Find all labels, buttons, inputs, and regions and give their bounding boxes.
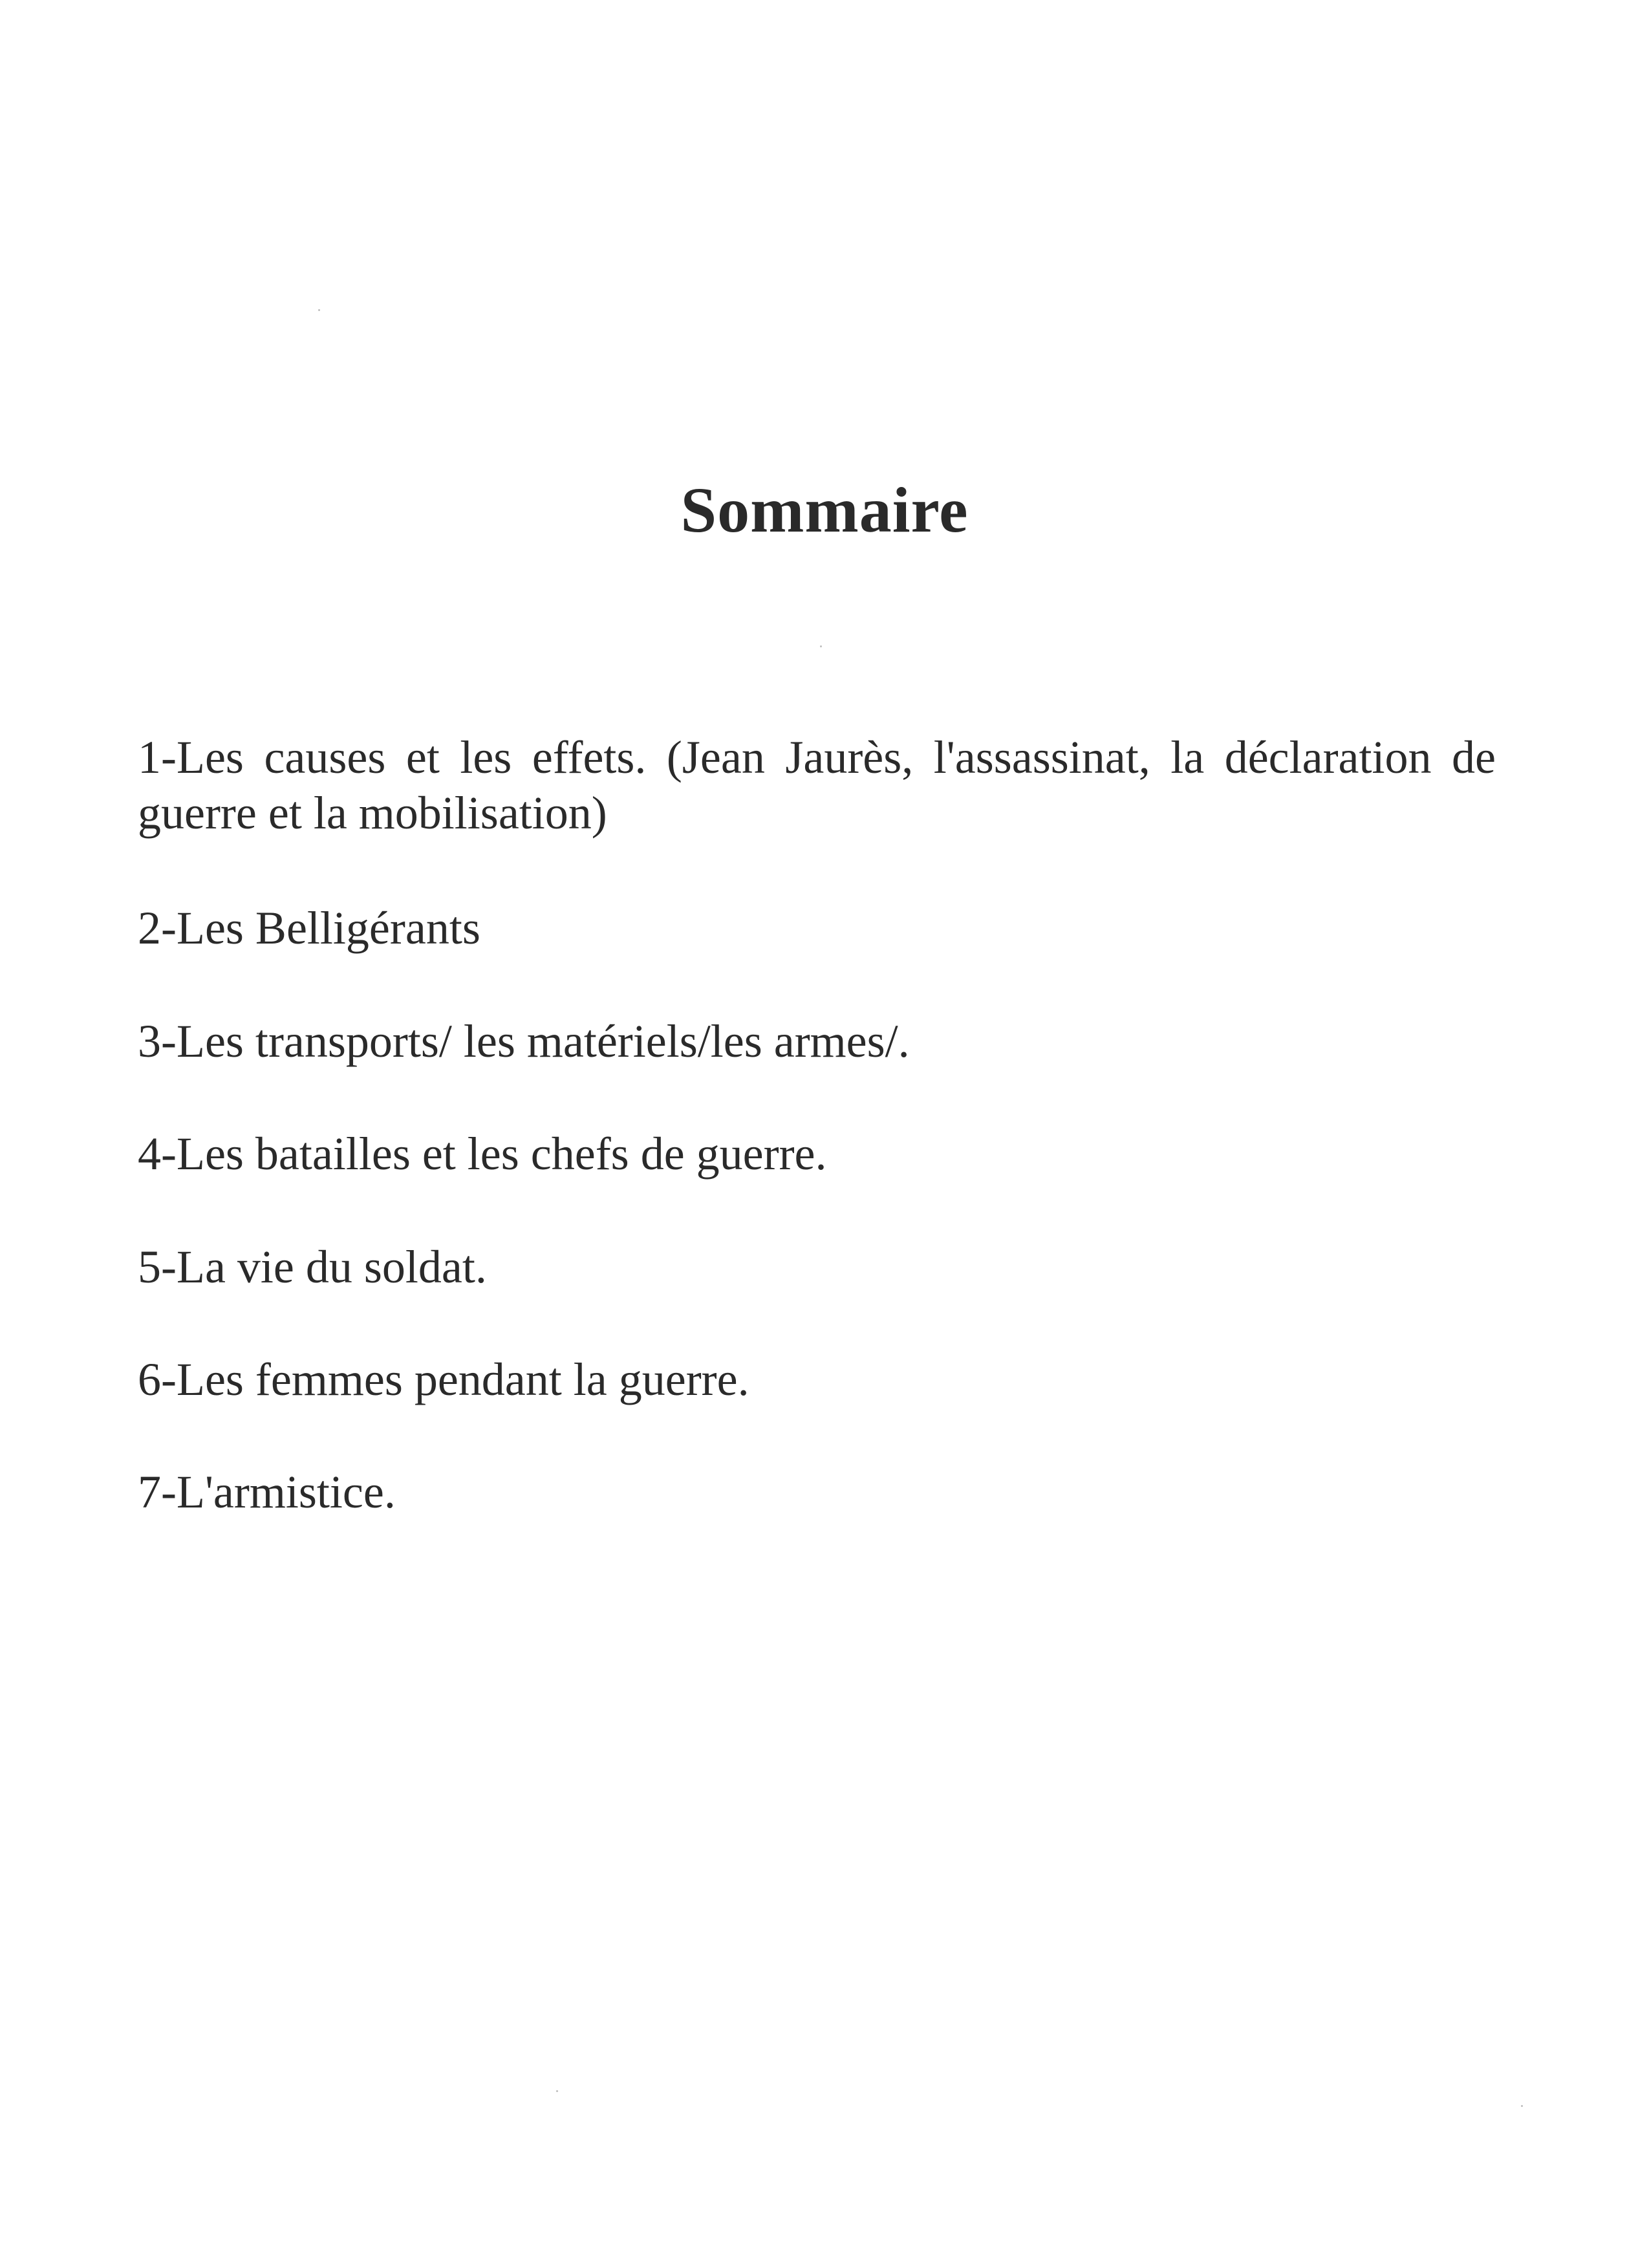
- toc-item-2: 2-Les Belligérants: [138, 902, 480, 954]
- toc-item-4: 4-Les batailles et les chefs de guerre.: [138, 1128, 827, 1180]
- toc-item-6: 6-Les femmes pendant la guerre.: [138, 1354, 749, 1405]
- scan-speck: [556, 2090, 558, 2092]
- scan-speck: [318, 309, 320, 311]
- page-title: Sommaire: [680, 474, 969, 546]
- toc-item-1: 1-Les causes et les effets. (Jean Jaurès, l'assassinat, la déclaration de guerre et la mobilisation): [138, 731, 1496, 839]
- scan-speck: [820, 645, 822, 647]
- toc-item-7: 7-L'armistice.: [138, 1466, 396, 1518]
- toc-item-3: 3-Les transports/ les matériels/les armes/.: [138, 1015, 910, 1067]
- toc-item-5: 5-La vie du soldat.: [138, 1241, 487, 1293]
- scan-speck: [1521, 2105, 1523, 2107]
